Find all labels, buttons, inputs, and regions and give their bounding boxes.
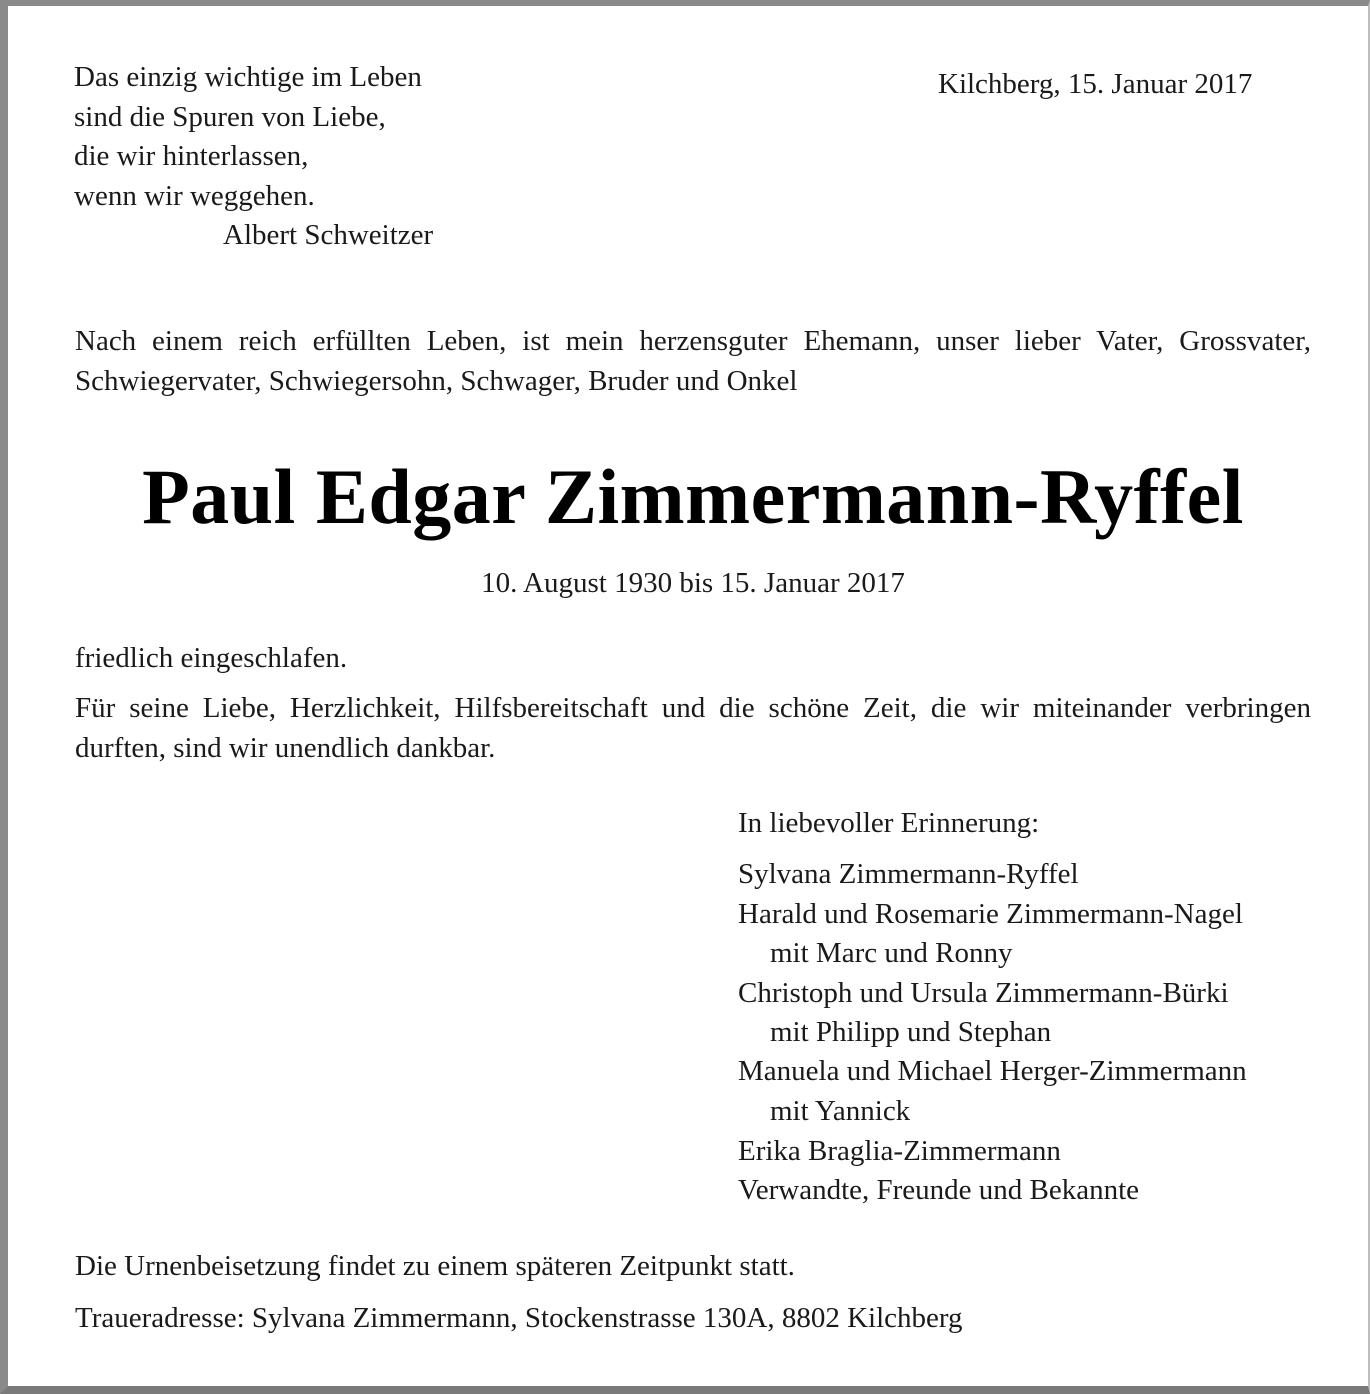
mourner-line: Sylvana Zimmermann-Ryffel bbox=[738, 858, 1079, 890]
mourners-heading: In liebevoller Erinnerung: bbox=[738, 807, 1040, 839]
mourner-children-line: mit Philipp und Stephan bbox=[770, 1016, 1052, 1048]
mourner-children-line: mit Yannick bbox=[770, 1095, 911, 1127]
mourner-line: Harald und Rosemarie Zimmermann-Nagel bbox=[738, 898, 1243, 930]
mourner-line: Erika Braglia-Zimmermann bbox=[738, 1135, 1061, 1167]
mourner-line: Manuela und Michael Herger-Zimmermann bbox=[738, 1055, 1247, 1087]
life-dates: 10. August 1930 bis 15. Januar 2017 bbox=[481, 567, 905, 599]
quote-line: sind die Spuren von Liebe, bbox=[74, 101, 386, 133]
passed-line: friedlich eingeschlafen. bbox=[75, 642, 348, 674]
gratitude-paragraph: Für seine Liebe, Herzlichkeit, Hilfsbereitschaft und die schöne Zeit, die wir miteinander verbringen durften, sind wir unendlich dankbar. bbox=[75, 692, 1311, 764]
mourning-address: Traueradresse: Sylvana Zimmermann, Stockenstrasse 130A, 8802 Kilchberg bbox=[75, 1302, 963, 1334]
deceased-name: Paul Edgar Zimmermann-Ryffel bbox=[142, 453, 1244, 540]
place-date: Kilchberg, 15. Januar 2017 bbox=[938, 68, 1253, 100]
quote-line: wenn wir weggehen. bbox=[74, 180, 315, 212]
mourner-line: Christoph und Ursula Zimmermann-Bürki bbox=[738, 977, 1229, 1009]
quote-line: die wir hinterlassen, bbox=[74, 140, 309, 172]
quote-author: Albert Schweitzer bbox=[223, 219, 434, 251]
mourner-line: Verwandte, Freunde und Bekannte bbox=[738, 1174, 1140, 1206]
burial-note: Die Urnenbeisetzung findet zu einem späteren Zeitpunkt statt. bbox=[75, 1250, 795, 1282]
intro-paragraph: Nach einem reich erfüllten Leben, ist mein herzensguter Ehemann, unser lieber Vater, Grossvater, Schwiegervater, Schwiegersohn, Schwager, Bruder und Onkel bbox=[75, 325, 1311, 397]
quote-line: Das einzig wichtige im Leben bbox=[74, 61, 422, 93]
mourner-children-line: mit Marc und Ronny bbox=[770, 937, 1013, 969]
